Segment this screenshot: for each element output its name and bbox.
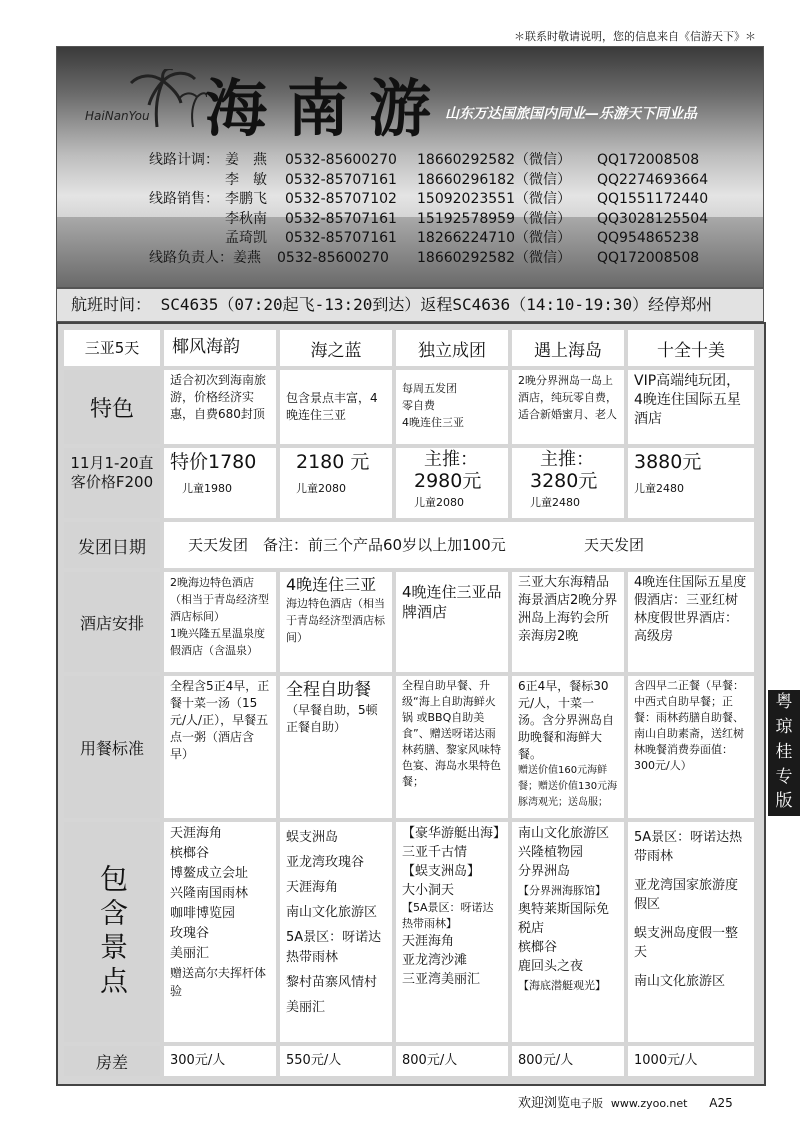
price-label: 11月1-20直客价格F200 — [64, 448, 160, 518]
spots-cell — [164, 822, 276, 1042]
child-price: 儿童2080 — [296, 482, 346, 495]
product-name: 椰风海韵 — [164, 330, 276, 366]
child-price: 儿童2480 — [634, 482, 684, 495]
spot-item: 【5A景区：呀诺达热带雨林】 — [402, 901, 494, 930]
feature-text: 包含景点丰富，4晚连住三亚 — [280, 370, 392, 444]
footer — [518, 1092, 733, 1111]
price-tag: 主推： — [540, 449, 594, 470]
page-title: 海南游 — [205, 72, 452, 145]
adult-price: 2980元 — [414, 470, 482, 492]
meal-cell — [280, 676, 392, 818]
spot-item: 分界洲岛 — [518, 864, 571, 879]
spots-cell — [280, 822, 392, 1042]
contact-mobile: 15092023551（微信） — [417, 191, 571, 207]
spot-item: 天涯海角 — [286, 880, 339, 895]
source-note: ＊联系时敬请说明，您的信息来自《信游天下》＊ — [514, 30, 756, 43]
spot-item: 5A景区：呀诺达热带雨林 — [634, 830, 743, 864]
contact-mobile: 18266224710（微信） — [417, 230, 571, 246]
spot-item: 南山文化旅游区 — [634, 974, 726, 989]
contact-name: 李 敏 — [225, 171, 267, 188]
contact-name: 姜 燕 — [225, 152, 267, 168]
meal-cell — [164, 676, 276, 818]
feature-text: 适合初次到海南旅游，价格经济实惠，自费680封顶 — [164, 370, 276, 444]
contact-phone: 0532-85600270 — [277, 249, 389, 266]
contact-phone: 0532-85707161 — [285, 171, 397, 188]
page-number: A25 — [709, 1096, 733, 1110]
region-tab-char: 版 — [775, 791, 793, 811]
meal-main: 6正4早，餐标30元/人，十菜一汤。含分界洲岛自助晚餐和海鲜大餐。 — [518, 679, 615, 761]
region-tab — [768, 690, 800, 790]
price-cell — [164, 448, 276, 518]
adult-price: 2180 元 — [296, 451, 370, 473]
spot-item: 【分界洲海豚馆】 — [518, 884, 606, 897]
contact-mobile: 18660296182（微信） — [417, 171, 571, 188]
header-banner — [56, 46, 764, 288]
spot-item: 蜈支洲岛度假一整天 — [634, 926, 739, 960]
meal-main: 全程自助餐 — [286, 680, 371, 700]
room-diff: 800元/人 — [512, 1046, 624, 1076]
hotel-main: 4晚连住三亚品牌酒店 — [402, 583, 502, 621]
logo-text: HaiNanYou — [85, 109, 150, 123]
spot-item: 槟榔谷 — [518, 940, 558, 955]
corner-label: 三亚5天 — [64, 330, 160, 366]
spot-item: 黎村苗寨风情村 — [286, 975, 378, 990]
product-name: 十全十美 — [628, 330, 754, 366]
spot-item: 大小洞天 — [402, 883, 455, 898]
spot-item: 兴隆南国雨林 — [170, 886, 249, 901]
room-diff: 300元/人 — [164, 1046, 276, 1076]
departure-cell — [164, 522, 754, 568]
spot-item: 三亚湾美丽汇 — [402, 972, 481, 987]
adult-price: 3280元 — [530, 470, 598, 492]
region-tab-char: 粤 — [775, 692, 793, 712]
footer-edition: 电子版 — [570, 1097, 604, 1110]
spot-item: 槟榔谷 — [170, 846, 210, 861]
contact-name: 姜燕 — [233, 249, 261, 266]
hotel-cell — [512, 572, 624, 672]
contact-role: 线路销售： — [149, 191, 219, 207]
contact-role: 线路计调： — [149, 152, 219, 168]
hotel-label: 酒店安排 — [64, 572, 160, 672]
footer-welcome: 欢迎浏览 — [518, 1096, 571, 1111]
contact-name: 孟琦凯 — [225, 230, 267, 246]
contact-name: 李鹏飞 — [225, 191, 267, 207]
price-cell — [396, 448, 508, 518]
adult-price: 3880元 — [634, 451, 702, 473]
contact-qq: QQ2274693664 — [597, 171, 709, 188]
spot-item: 咖啡博览园 — [170, 906, 236, 921]
footer-site[interactable]: www.zyoo.net — [610, 1097, 688, 1110]
contact-phone: 0532-85707161 — [285, 210, 397, 227]
spot-item: 南山文化旅游区 — [286, 905, 378, 920]
product-name: 遇上海岛 — [512, 330, 624, 366]
contact-phone: 0532-85600270 — [285, 152, 397, 168]
spot-item: 天涯海角 — [170, 826, 223, 841]
hotel-cell — [628, 572, 754, 672]
product-name: 独立成团 — [396, 330, 508, 366]
spot-item: 【海底潜艇观光】 — [518, 979, 606, 992]
hotel-main: 4晚连住国际五星度假酒店：三亚红树林度假世界酒店：高级房 — [634, 575, 747, 644]
spot-item: 鹿回头之夜 — [518, 959, 584, 974]
contact-mobile: 18660292582（微信） — [417, 249, 571, 266]
price-cell — [628, 448, 754, 518]
hotel-main: 三亚大东海精品海景酒店2晚分界洲岛上海钓会所亲海房2晚 — [518, 575, 618, 644]
contact-qq: QQ172008508 — [597, 249, 700, 266]
region-tab-char: 桂 — [775, 742, 793, 762]
itinerary-table — [56, 322, 766, 1086]
price-tag: 主推： — [424, 449, 478, 470]
room-diff: 1000元/人 — [628, 1046, 754, 1076]
contact-qq: QQ3028125504 — [597, 210, 709, 227]
contact-qq: QQ1551172440 — [597, 191, 709, 207]
spot-item: 三亚千古情 — [402, 845, 468, 860]
child-price: 儿童2080 — [414, 496, 464, 509]
spots-label-cell — [64, 822, 160, 1042]
room-diff: 550元/人 — [280, 1046, 392, 1076]
meal-extra: （早餐自助，5顿正餐自助） — [286, 703, 378, 734]
price-cell — [512, 448, 624, 518]
hotel-main: 2晚海边特色酒店（相当于青岛经济型酒店标间） — [170, 576, 269, 623]
contact-phone: 0532-85707161 — [285, 230, 397, 246]
hotel-extra: 1晚兴隆五星温泉度假酒店（含温泉） — [170, 627, 265, 657]
meal-label: 用餐标准 — [64, 676, 160, 818]
region-tab-char: 琼 — [775, 717, 793, 737]
product-name: 海之蓝 — [280, 330, 392, 366]
spot-item: 【蜈支洲岛】 — [402, 864, 481, 879]
feature-text: 2晚分界洲岛一岛上酒店，纯玩零自费，适合新婚蜜月、老人 — [512, 370, 624, 444]
spot-item: 美丽汇 — [170, 946, 210, 961]
price-cell — [280, 448, 392, 518]
child-price: 儿童1980 — [182, 482, 232, 495]
contact-role: 线路负责人： — [149, 249, 233, 266]
spot-item: 天涯海角 — [402, 934, 455, 949]
hotel-cell — [396, 572, 508, 672]
spots-label: 包含景点 — [96, 864, 129, 1000]
contact-qq: QQ954865238 — [597, 230, 700, 246]
spot-item: 南山文化旅游区 — [518, 826, 610, 841]
spot-item: 5A景区：呀诺达热带雨林 — [286, 930, 382, 965]
feature-label: 特色 — [64, 370, 160, 444]
spot-item: 赠送高尔夫挥杆体验 — [170, 966, 267, 998]
hotel-cell — [280, 572, 392, 672]
spot-item: 玫瑰谷 — [170, 926, 210, 941]
spot-item: 亚龙湾玫瑰谷 — [286, 855, 365, 870]
spot-item: 奥特莱斯国际免税店 — [518, 902, 610, 936]
meal-cell — [512, 676, 624, 818]
meal-main: 全程自助早餐、升级“海上自助海鲜火锅 或BBQ自助美食”、赠送呀诺达雨林药膳、黎家风味特色宴、海岛水果特色餐； — [402, 679, 501, 788]
departure-label: 发团日期 — [64, 522, 160, 568]
hotel-cell — [164, 572, 276, 672]
spot-item: 亚龙湾沙滩 — [402, 953, 468, 968]
departure-text-2: 天天发团 — [584, 536, 645, 554]
region-tab-end — [768, 790, 800, 816]
contact-name: 李秋南 — [225, 210, 267, 227]
contact-qq: QQ172008508 — [597, 152, 700, 168]
spot-item: 【豪华游艇出海】 — [402, 826, 507, 841]
region-tab-char: 专 — [775, 767, 793, 787]
meal-extra: 赠送价值160元海鲜餐；赠送价值130元海豚湾观光；送岛服； — [518, 765, 618, 808]
meal-cell — [396, 676, 508, 818]
spots-cell — [628, 822, 754, 1042]
meal-main: 全程含5正4早，正餐十菜一汤（15元/人/正），早餐五点一粥（酒店含早） — [170, 679, 270, 761]
hotel-main: 4晚连住三亚 — [286, 575, 377, 594]
feature-text: VIP高端纯玩团，4晚连住国际五星酒店 — [628, 370, 754, 444]
child-price: 儿童2480 — [530, 496, 580, 509]
spot-item: 美丽汇 — [286, 1000, 326, 1015]
meal-cell — [628, 676, 754, 818]
spots-cell — [512, 822, 624, 1042]
hotel-extra: 海边特色酒店（相当于青岛经济型酒店标间） — [286, 597, 385, 644]
departure-text: 天天发团 备注：前三个产品60岁以上加100元 — [188, 536, 506, 554]
spot-item: 亚龙湾国家旅游度假区 — [634, 878, 739, 912]
flight-info: 航班时间： SC4635（07:20起飞-13:20到达）返程SC4636（14:10-19:30）经停郑州 — [56, 288, 764, 322]
contact-phone: 0532-85707102 — [285, 191, 397, 207]
meal-main: 含四早二正餐（早餐：中西式自助早餐；正餐：雨林药膳自助餐、南山自助素斋，送红树林晚餐消费券面值：300元/人） — [634, 679, 744, 772]
contact-mobile: 18660292582（微信） — [417, 152, 571, 168]
spot-item: 兴隆植物园 — [518, 845, 584, 860]
feature-text: 每周五发团 零自费 4晚连住三亚 — [396, 370, 508, 444]
diff-label: 房差 — [64, 1046, 160, 1076]
room-diff: 800元/人 — [396, 1046, 508, 1076]
contact-mobile: 15192578959（微信） — [417, 210, 571, 227]
spots-cell — [396, 822, 508, 1042]
spot-item: 蜈支洲岛 — [286, 830, 339, 845]
spot-item: 博鳌成立会址 — [170, 866, 249, 881]
slogan: 山东万达国旅国内同业—乐游天下同业品 — [445, 106, 697, 122]
adult-price: 特价1780 — [170, 451, 257, 473]
